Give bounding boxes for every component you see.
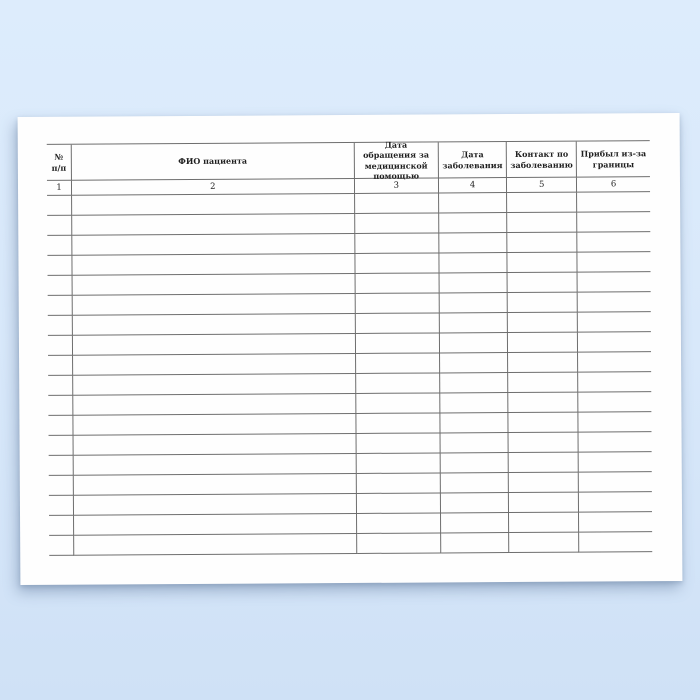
column-number-cell: 6 [577,177,650,192]
body-cell [509,533,579,553]
body-cell [73,274,356,296]
body-cell [72,234,355,256]
body-cell [577,192,650,212]
body-cell [508,333,578,353]
body-cell [439,253,507,273]
body-cell [356,373,440,394]
body-cell [509,413,579,433]
body-cell [48,356,73,376]
body-cell [509,513,579,533]
body-cell [579,412,652,432]
body-cell [507,193,577,213]
body-cell [49,516,74,536]
header-cell-abroad: Прибыл из-за границы [577,141,650,177]
body-cell [47,196,72,216]
body-cell [48,336,73,356]
body-cell [578,352,651,372]
body-cell [440,313,508,333]
body-cell [48,416,73,436]
body-cell [74,474,357,496]
body-cell [355,333,439,354]
body-cell [440,293,508,313]
register-table [47,140,653,556]
body-cell [49,456,74,476]
body-cell [72,214,355,236]
body-cell [509,393,579,413]
body-cell [508,273,578,293]
body-cell [355,193,439,214]
body-cell [74,514,357,536]
body-cell [439,273,507,293]
paper-sheet [18,113,683,585]
body-cell [441,533,509,553]
body-cell [356,453,440,474]
body-cell [578,272,651,292]
column-number-cell: 3 [355,178,439,194]
body-cell [73,294,356,316]
body-cell [579,452,652,472]
body-cell [440,333,508,353]
body-cell [508,233,578,253]
body-cell [441,513,509,533]
body-cell [73,414,356,436]
body-cell [579,532,652,552]
column-number-cell: 2 [72,179,355,196]
body-cell [74,454,357,476]
body-cell [49,436,74,456]
header-cell-number: № п/п [47,145,72,181]
body-cell [508,313,578,333]
body-cell [74,494,357,516]
body-cell [47,216,72,236]
body-cell [578,232,651,252]
body-cell [49,476,74,496]
body-cell [72,194,355,216]
body-cell [579,472,652,492]
body-cell [441,493,509,513]
column-number-cell: 5 [507,178,577,193]
column-number-cell: 1 [47,181,72,196]
body-cell [49,496,74,516]
body-cell [440,373,508,393]
header-cell-illness-date: Дата заболевания [439,142,508,178]
body-cell [355,253,439,274]
body-cell [73,394,356,416]
column-number-cell: 4 [439,178,507,193]
body-cell [73,334,356,356]
body-cell [439,193,507,213]
body-cell [48,296,73,316]
body-cell [578,372,651,392]
body-cell [508,353,578,373]
body-cell [508,373,578,393]
body-cell [356,413,440,434]
body-cell [48,376,73,396]
body-cell [355,213,439,234]
body-cell [49,536,74,556]
body-cell [509,493,579,513]
body-cell [356,473,440,494]
body-cell [579,512,652,532]
body-cell [441,473,509,493]
body-cell [507,213,577,233]
body-cell [579,492,652,512]
body-cell [440,433,508,453]
header-cell-fio: ФИО пациента [72,143,355,181]
body-cell [48,316,73,336]
body-cell [356,493,440,514]
body-cell [439,213,507,233]
body-cell [355,273,439,294]
body-cell [47,236,72,256]
body-cell [357,533,441,554]
body-cell [440,353,508,373]
body-cell [355,293,439,314]
body-cell [508,253,578,273]
body-cell [72,254,355,276]
body-cell [356,433,440,454]
body-cell [578,332,651,352]
body-cell [73,354,356,376]
body-cell [47,256,72,276]
body-cell [579,392,652,412]
body-cell [439,233,507,253]
body-cell [74,534,357,556]
body-cell [578,252,651,272]
header-cell-visit-date: Дата обращения за медицинской помощью [354,142,439,179]
body-cell [578,292,651,312]
body-cell [440,393,508,413]
body-cell [509,473,579,493]
body-cell [74,434,357,456]
body-cell [48,396,73,416]
body-cell [577,212,650,232]
body-cell [508,293,578,313]
body-cell [578,312,651,332]
body-cell [356,393,440,414]
body-cell [579,432,652,452]
body-cell [357,513,441,534]
body-cell [48,276,73,296]
body-cell [509,433,579,453]
body-cell [509,453,579,473]
body-cell [440,413,508,433]
body-cell [73,374,356,396]
body-cell [441,453,509,473]
header-cell-contact: Контакт по заболеванию [507,142,577,178]
body-cell [355,313,439,334]
body-cell [355,233,439,254]
body-cell [73,314,356,336]
body-cell [356,353,440,374]
